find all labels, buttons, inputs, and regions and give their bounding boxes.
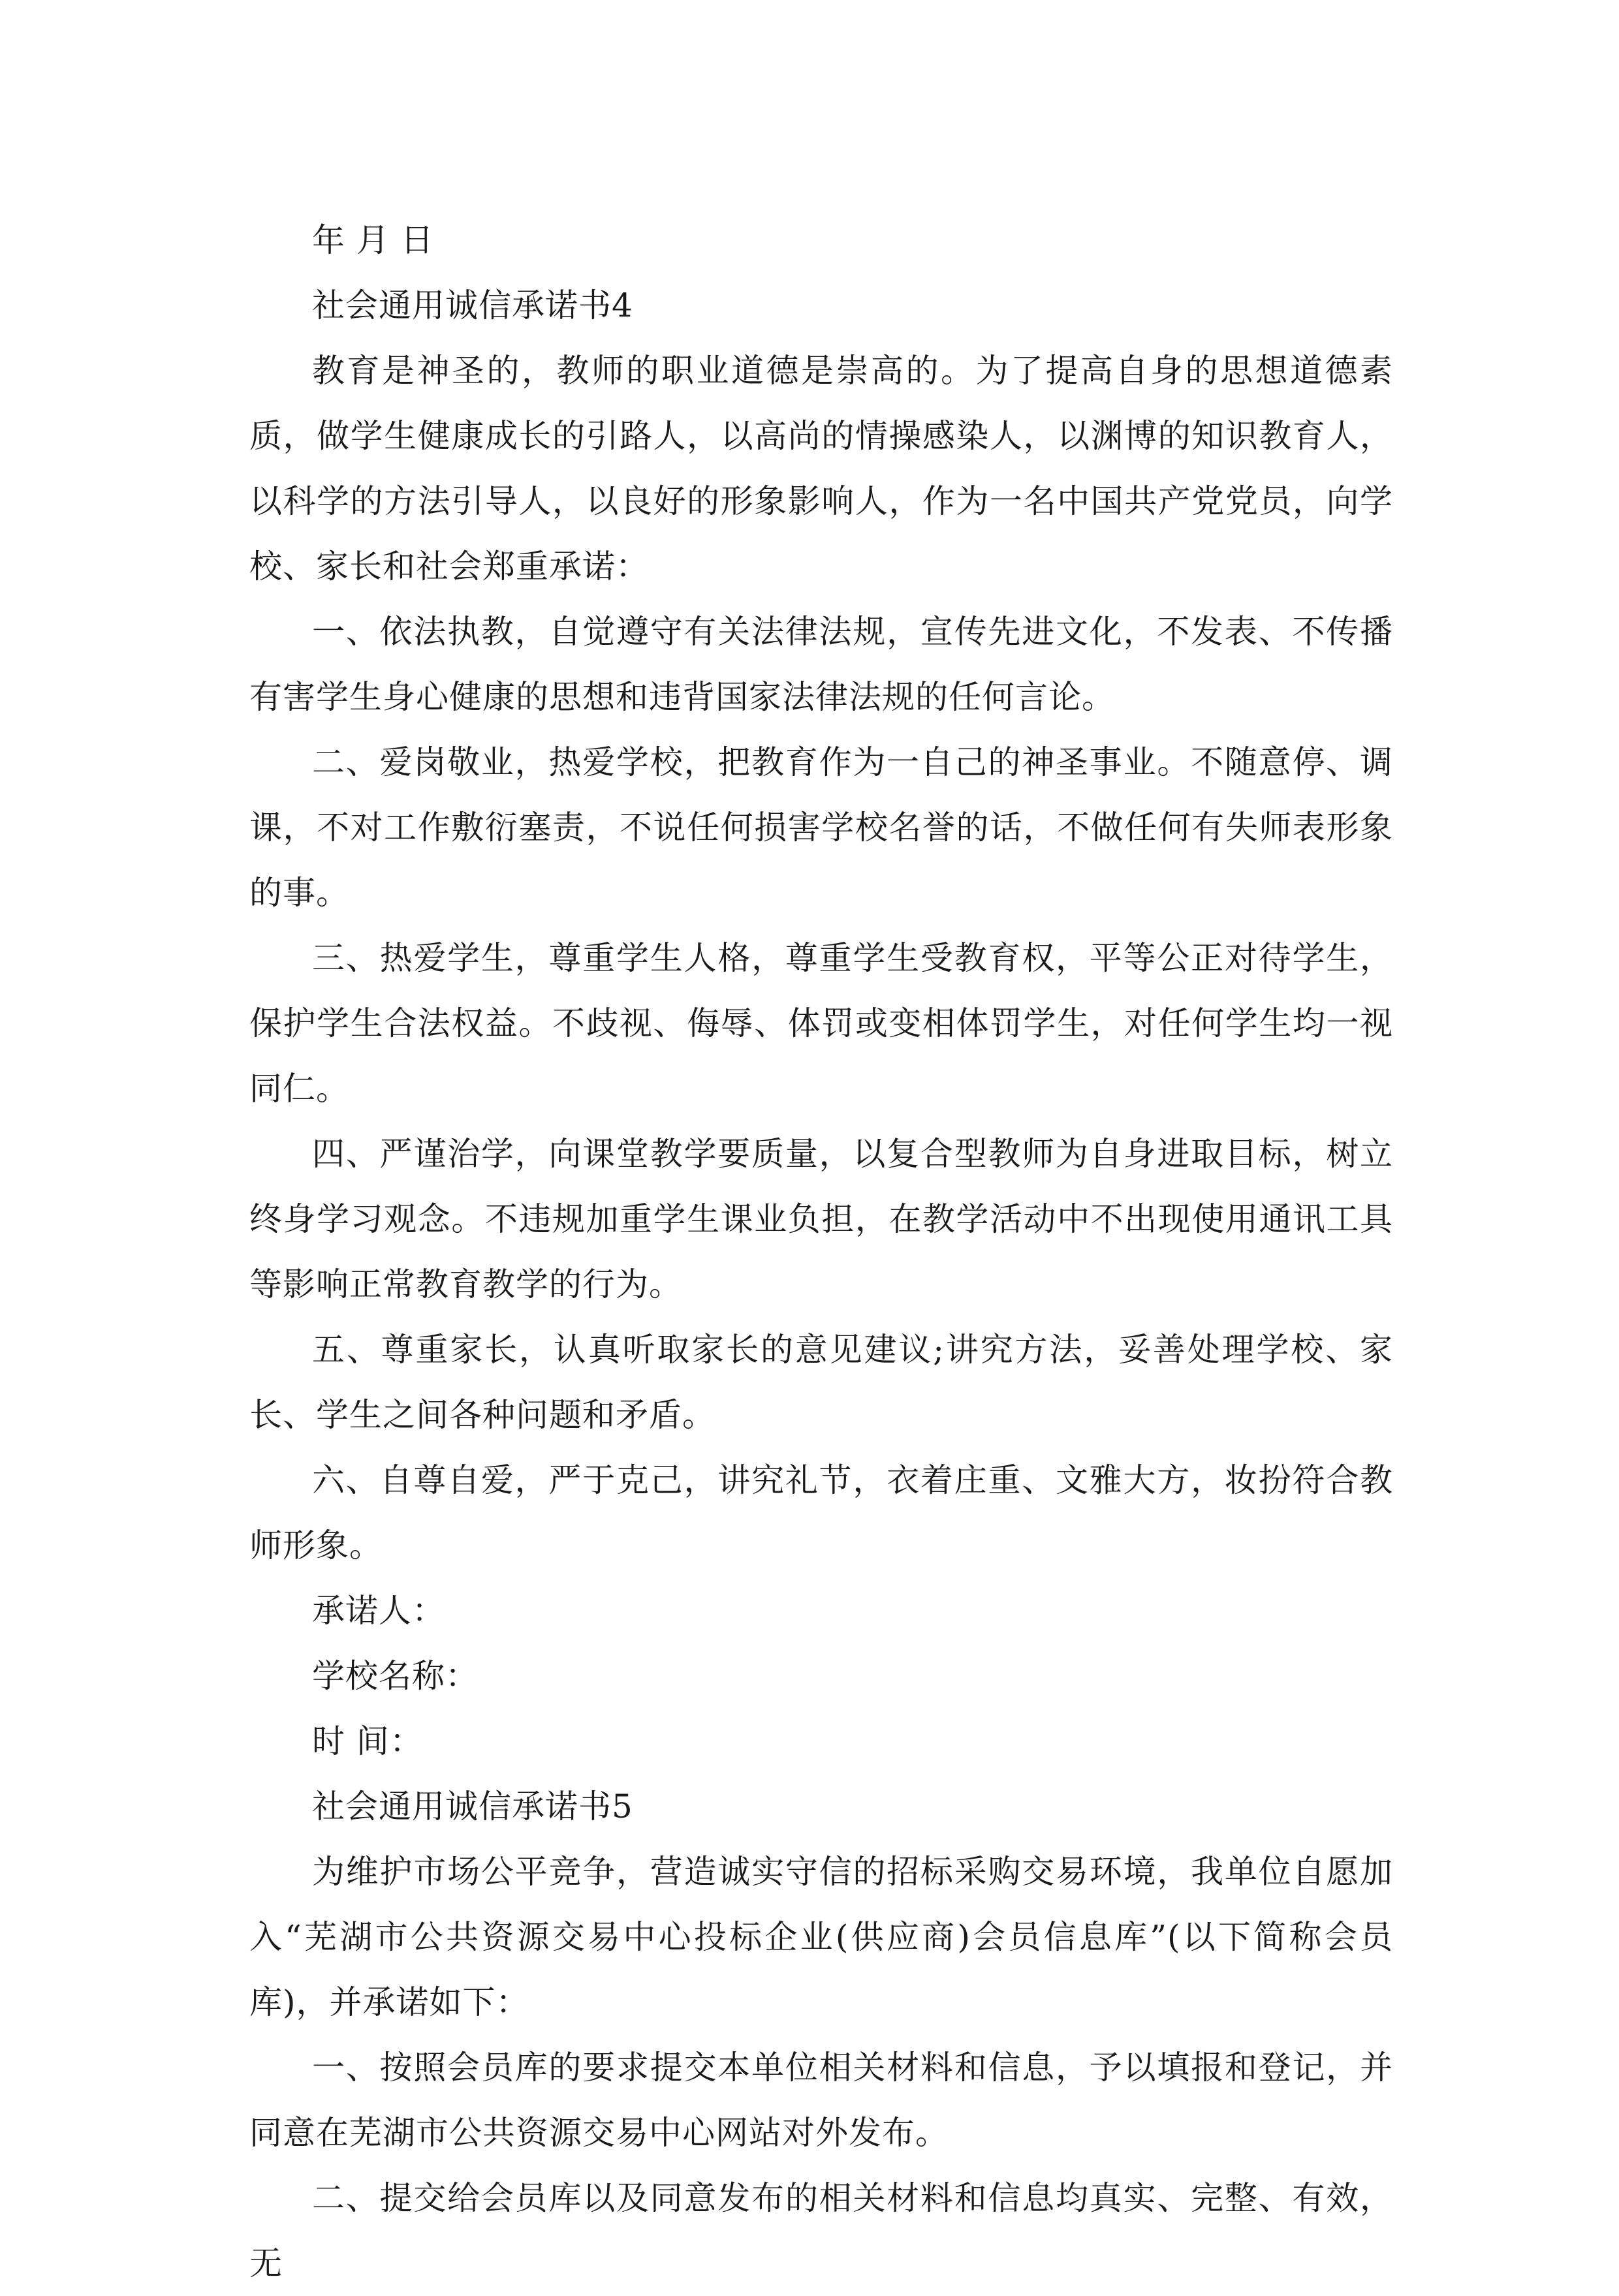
time-label: 时 间：: [312, 1722, 423, 1760]
section-4-item-1: 一、依法执教，自觉遵守有关法律法规，宣传先进文化，不发表、不传播有害学生身心健康的思想和违背国家法律法规的任何言论。: [249, 613, 1393, 716]
section-4-item-2: 二、爱岗敬业，热爱学校，把教育作为一自己的神圣事业。不随意停、调课，不对工作敷衍塞责，不说任何损害学校名誉的话，不做任何有失师表形象的事。: [249, 743, 1393, 912]
section-4-item-4: 四、严谨治学，向课堂教学要质量，以复合型教师为自身进取目标，树立终身学习观念。不违规加重学生课业负担，在教学活动中不出现使用通讯工具等影响正常教育教学的行为。: [249, 1135, 1393, 1303]
section-5-title: 社会通用诚信承诺书5: [312, 1788, 633, 1825]
section-4-intro-paragraph: 教育是神圣的，教师的职业道德是崇高的。为了提高自身的思想道德素质，做学生健康成长的引路人，以高尚的情操感染人，以渊博的知识教育人，以科学的方法引导人，以良好的形象影响人，作为一名中国共产党党员，向学校、家长和社会郑重承诺：: [249, 352, 1393, 585]
section-4-item-6: 六、自尊自爱，严于克己，讲究礼节，衣着庄重、文雅大方，妆扮符合教师形象。: [249, 1461, 1393, 1564]
school-name-label: 学校名称：: [312, 1657, 479, 1695]
section-4-item-5: 五、尊重家长，认真听取家长的意见建议;讲究方法，妥善处理学校、家长、学生之间各种问题和矛盾。: [249, 1331, 1393, 1434]
section-5-item-1: 一、按照会员库的要求提交本单位相关材料和信息，予以填报和登记，并同意在芜湖市公共资源交易中心网站对外发布。: [249, 2049, 1393, 2152]
promisor-label: 承诺人：: [312, 1592, 445, 1630]
section-5-intro-paragraph: 为维护市场公平竞争，营造诚实守信的招标采购交易环境，我单位自愿加入“芜湖市公共资源交易中心投标企业(供应商)会员信息库”(以下简称会员库)，并承诺如下：: [249, 1853, 1393, 2021]
date-line: 年 月 日: [312, 221, 434, 259]
section-4-item-3: 三、热爱学生，尊重学生人格，尊重学生受教育权，平等公正对待学生，保护学生合法权益。不歧视、侮辱、体罚或变相体罚学生，对任何学生均一视同仁。: [249, 939, 1393, 1108]
section-4-title: 社会通用诚信承诺书4: [312, 287, 633, 324]
document-body: [249, 208, 1393, 2296]
section-5-item-2: 二、提交给会员库以及同意发布的相关材料和信息均真实、完整、有效，无: [249, 2179, 1393, 2282]
